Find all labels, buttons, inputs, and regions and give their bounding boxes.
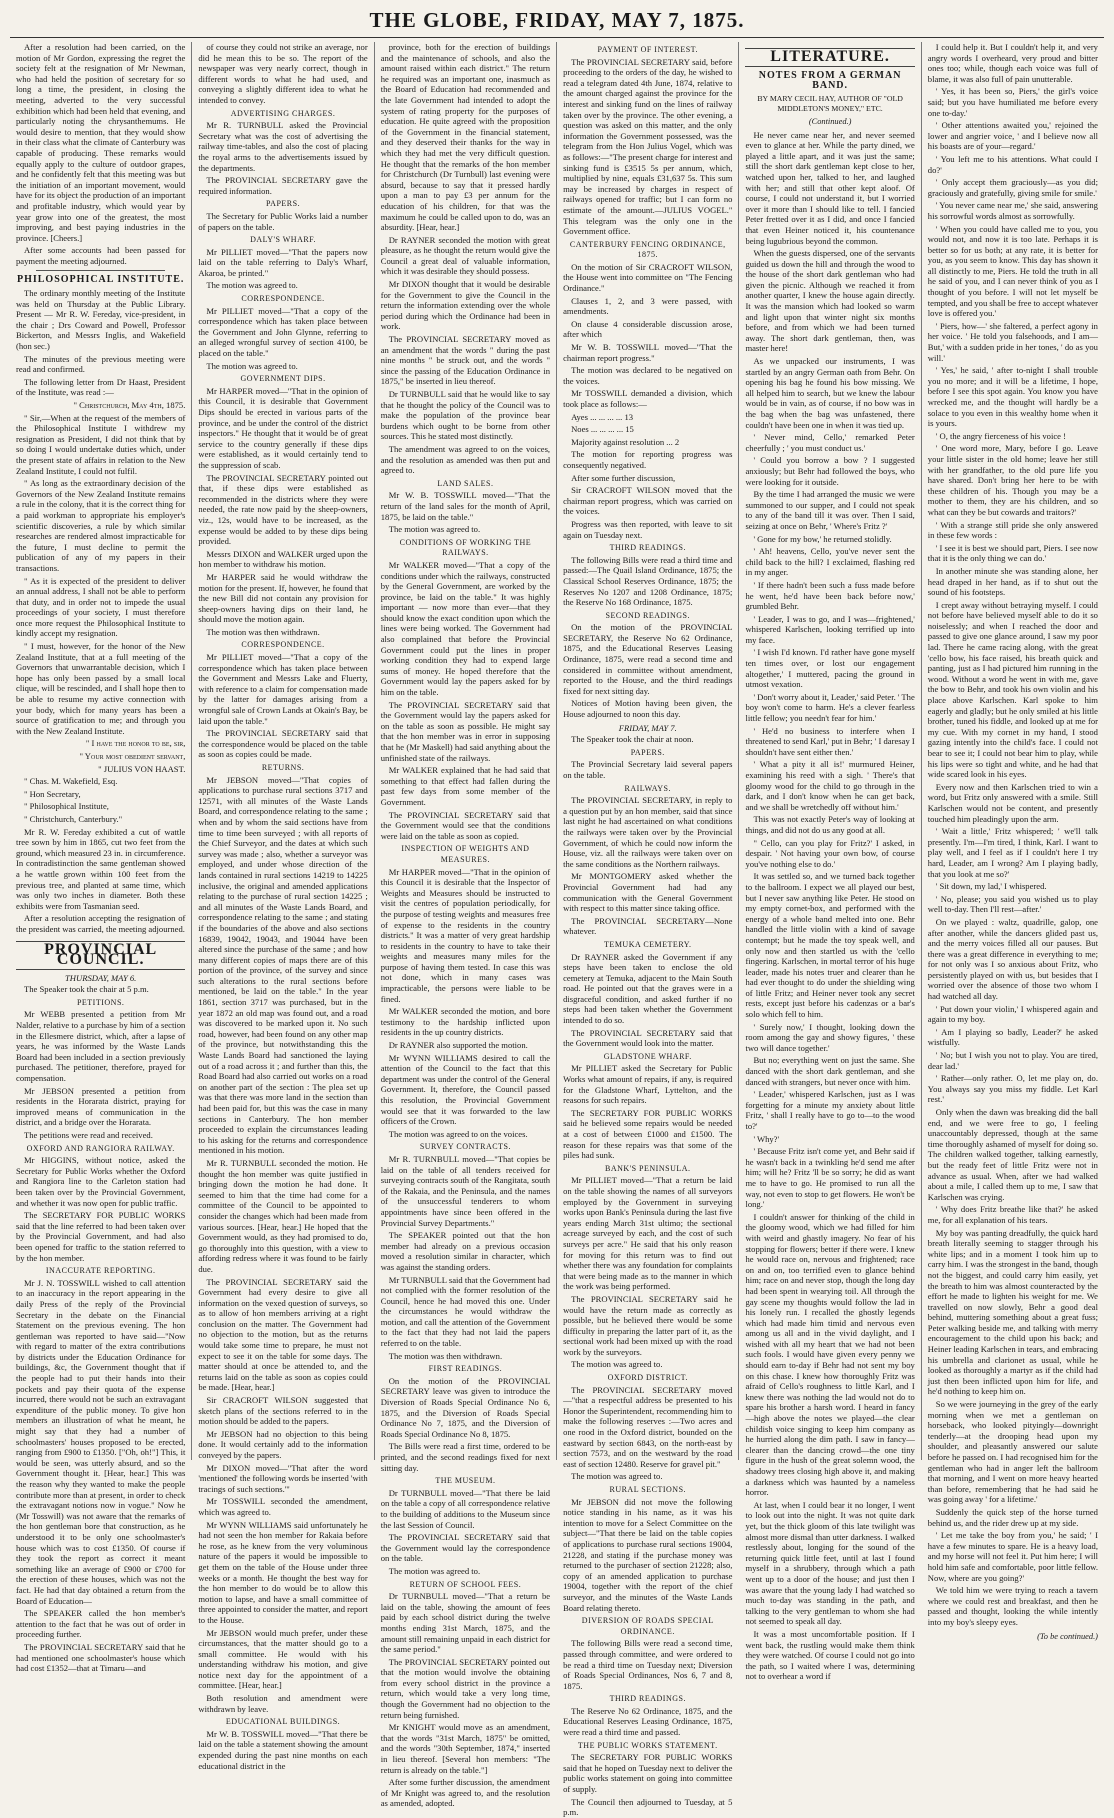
paragraph: After a resolution had been carried, on the motion of Mr Gordon, expressing the regret the society felt at the resignation of Mr Newman, who had held the position of secretary for so long a time, the president, in closing the meeting, adverted to the very successful exhibition which had been held that evening, and particularly noting the chrysanthemums. He would desire to mention, that they would show in their class what the climate of Canterbury was capable of producing. These remarks would equally apply to the culture of outdoor grapes, and he confidently felt that this meeting was but the initiation of an important movement, would have for its object the production of an important and profitable industry, which would year by year grow into one of the greatest, the most improving, and best paying industries in the province. [Cheers.] — [16, 42, 186, 243]
column-2 — [192, 42, 374, 1771]
paragraph: ' No, please; you said you wished us to play well to-day. Then I'll rest—after.' — [927, 893, 1098, 915]
paragraph: ' Let me take the boy from you,' he said; ' I have a few minutes to spare. He is a heavy load, and my horse will not feel it. Put him here; I will hold him safe and comfortable, poor little fellow. Now, where are you going?' — [927, 1530, 1098, 1583]
byline: BY MARY CECIL HAY, AUTHOR OF "OLD MIDDLETON'S MONEY," ETC. — [757, 93, 903, 114]
paragraph: Mr MONTGOMERY asked whether the Provincial Government had had any communication with the General Government with respect to this matter since taking office. — [563, 871, 733, 914]
subheading: EDUCATIONAL BUILDINGS. — [225, 1717, 341, 1727]
paragraph: The Council then adjourned to Tuesday, at 5 p.m. — [563, 1796, 733, 1818]
paragraph: ' Yes, it has been so, Piers,' the girl's voice said; but you have humiliated me before every one to-day.' — [927, 86, 1098, 118]
paragraph: We told him we were trying to reach a tavern where we could rest and breakfast, and then he passed and thought, looking the while intently into my boy's sleepy eyes. — [927, 1585, 1098, 1627]
paragraph: The Speaker took the chair at 5 p.m. — [24, 984, 149, 995]
paragraph: Mr PILLIET moved—"That a copy of the correspondence which has taken place between the Government and Messrs Lake and Fluerty, with reference to a claim for compensation made by the latter for damages arising from a wrongful sale of Crown Lands at Okain's Bay, be laid upon the table." — [198, 652, 368, 726]
column-3 — [375, 42, 557, 1809]
paragraph: ' Surely now,' I thought, looking down the room among the gay and showy figures, ' these two will dance together.' — [745, 1021, 915, 1053]
letter-closing: " Your most obedient servant, — [79, 751, 186, 761]
paragraph: " Philosophical Institute, — [24, 801, 109, 812]
paragraph: Notices of Motion having been given, the House adjourned to noon this day. — [563, 698, 733, 720]
paragraph: The Provincial Secretary laid several papers on the table. — [563, 759, 733, 780]
column-5 — [739, 42, 921, 1682]
paragraph: The PROVINCIAL SECRETARY said that the Government would see that the conditions were laid on the table as soon as copied. — [380, 809, 551, 841]
column-6 — [922, 42, 1104, 1641]
paragraph: Mr WALKER seconded the motion, and bore testimony to the hardship inflicted upon residents in the up country districts. — [380, 1006, 551, 1038]
paragraph: In another minute she was standing alone, her head draped in her hand, as if to shut out the sound of his footsteps. — [927, 565, 1098, 598]
paragraph: ' O, the angry fierceness of his voice ! — [935, 430, 1066, 441]
paragraph: It was a most uncomfortable position. If I went back, the rustling would make them think they were watched. Of course I could not go into the path, so I waited where I was, determining not to overhear a word if — [745, 1628, 915, 1682]
paragraph: ' With a strange still pride she only answered in these few words : — [927, 519, 1098, 541]
paragraph: Both resolution and amendment were withdrawn by leave. — [198, 1693, 368, 1714]
paragraph: ' Never mind, Cello,' remarked Peter cheerfully ; ' you must conduct us.' — [745, 432, 915, 453]
paragraph: Mr HIGGINS, without notice, asked the Secretary for Public Works whether the Oxford and Rangiora line to the Carleton station had been taken over by the Provincial Government, and whether it was now open for public traffic. — [16, 1155, 186, 1208]
paragraph: The SPEAKER pointed out that the hon member had already on a previous occasion moved a resolution similar in character, which was against the standing orders. — [380, 1230, 551, 1272]
paragraph: The SPEAKER called the hon member's attention to the fact that he was out of order in proceeding further. — [16, 1608, 186, 1640]
paragraph: Mr R. TURNBULL moved—"That copies be laid on the table of all tenders received for surveying contracts south of the Rangitata, south of the Rakaia, and the Peninsula, and the names of the unsuccessful tenderers to whom appointments have since been offered in the Provincial Survey Departments." — [380, 1153, 551, 1228]
paragraph: The motion was agreed to. — [206, 360, 298, 371]
paragraph: ' Yes,' he said, ' after to-night I shall trouble you no more; and it will be a lifetime, I hope, before I see this spot again. You know you have wrecked me, and the thought will hardly be a solace to you even in this wealthy home when it is yours. — [927, 365, 1098, 429]
paragraph: The motion was agreed to on the voices. — [388, 1128, 528, 1139]
paragraph: The minutes of the previous meeting were read and confirmed. — [16, 353, 186, 375]
paragraph: The PROVINCIAL SECRETARY moved—"that a respectful address be presented to his Honor the Superintendent, recommending him to make the following reserves :—Two acres and one rood in the Oxford district, bounded on the eastward by section 6843, on the north-east by section 7573, and on the westward by the road east of section 12480. Reserve for gravel pit." — [563, 1384, 733, 1469]
paragraph: Mr WYNN WILLIAMS said unfortunately he had not seen the hon member for Rakaia before he rose, as he knew from the very voluminous nature of the papers it would be impossible to get them on the table of the House under three weeks or a month. He thought the best way for the hon member to do would be to allow this motion to lapse, and have a small committee of three appointed to consider the matter, and report to the House. — [198, 1519, 368, 1625]
paragraph: Sir CRACROFT WILSON suggested that sketch plans of the sections referred to in the motion should be added to the papers. — [198, 1395, 368, 1427]
paragraph: Mr TOSSWILL demanded a division, which took place as follows:— — [563, 388, 733, 409]
paragraph: Mr JEBSON had no objection to this being done. It would certainly add to the information conveyed by the papers. — [198, 1428, 368, 1460]
paragraph: " Sir,—When at the request of the members of the Philosophical Institute I withdrew my resignation as President, I did not think that by so doing I would undertake duties which, under the present state of affairs in relation to the New Zealand Institute, I could not fulfil. — [16, 412, 186, 476]
paragraph: Messrs DIXON and WALKER urged upon the hon member to withdraw his motion. — [198, 548, 368, 570]
division-ayes: Ayes ... ... ... ... 13 — [571, 411, 634, 422]
paragraph: After a resolution accepting the resignation of the president was carried, the meeting adjourned. — [16, 913, 186, 934]
paragraph: The PROVINCIAL SECRETARY said that the Government would lay the correspondence on the table. — [380, 1532, 551, 1564]
paragraph: Mr WALKER explained that he had said that something to that effect had fallen during the past few days from some member of the Government. — [380, 765, 551, 807]
paragraph: ' Why does Fritz breathe like that?' he asked me, for all explanation of his tears. — [927, 1204, 1098, 1225]
paragraph: The PROVINCIAL SECRETARY moved as an amendment that the words " during the past nine months " be struck out, and the words " since the passing of the Education Ordinance in 1875," be inserted in lieu thereof. — [380, 334, 551, 387]
subheading: THE MUSEUM. — [435, 1476, 496, 1486]
paragraph: The SECRETARY FOR PUBLIC WORKS said he believed some repairs would be needed at a cost of between £1000 and £1500. The reason for these repairs was that some of the piles had sunk. — [563, 1107, 733, 1161]
paragraph: Mr R. TURNBULL seconded the motion. He thought the hon member was quite justified in bringing down the motion he had done. It seemed to him that the time had come for a committee of the Council to be appointed to consider the changes which had been made from various sources. [Hear, hear.] He hoped that the Government would, as they had promised to do, go thoroughly into this question, with a view to affording redress where it was found to be fairly due. — [198, 1157, 368, 1274]
subheading: RETURNS. — [261, 763, 305, 772]
paragraph: After some accounts had been passed for payment the meeting adjourned. — [16, 245, 186, 266]
paragraph: ' Put down your violin,' I whispered again and again to my boy. — [927, 1003, 1098, 1025]
continued-note: (Continued.) — [808, 116, 852, 126]
subheading: THIRD READINGS. — [609, 1694, 686, 1704]
paragraph: Mr W. B. TOSSWILL moved—"That the chairman report progress." — [563, 342, 733, 363]
paragraph: Mr W. B. TOSSWILL moved—"That there be laid on the table a statement showing the amount expended during the past nine months on each educational district in the — [198, 1728, 368, 1771]
paragraph: Suddenly the quick step of the horse turned behind us, and the rider drew up at my side. — [927, 1506, 1098, 1528]
paragraph: of course they could not strike an average, nor did he mean this to be so. The report of the newspaper was very nearly correct, though in different words to what he had used, and conveying a slightly different idea to what he intended to convey. — [198, 42, 368, 105]
day-heading: FRIDAY, MAY 7. — [618, 722, 677, 733]
paragraph: The motion was agreed to. — [571, 1471, 663, 1482]
paragraph: The Secretary for Public Works laid a number of papers on the table. — [198, 210, 368, 232]
paragraph: ' Leader,' whispered Karlschen, just as I was forgetting for a minute my anxiety about little Fritz, ' shall I really have to go to—to the wood to?' — [745, 1089, 915, 1131]
paragraph: Dr TURNBULL moved—"That there be laid on the table a copy of all correspondence relative to the building of additions to the Museum since the last Session of Council. — [380, 1487, 551, 1530]
paragraph: ' Rather—only rather. O, let me play on, do. You always say you miss my fiddle. Let Karl rest.' — [927, 1073, 1098, 1105]
subheading: SURVEY CONTRACTS. — [419, 1142, 511, 1152]
subheading: RETURN OF SCHOOL FEES. — [409, 1579, 522, 1589]
subheading: PAYMENT OF INTEREST. — [597, 45, 698, 54]
subheading: CORRESPONDENCE. — [241, 640, 325, 650]
paragraph: Dr RAYNER asked the Government if any steps have been taken to enclose the old cemetery at Temuka, adjacent to the Main South road. He pointed out that the graves were in a disgraceful condition, and asked further if no steps had been taken whether the Government intended to do so. — [563, 951, 733, 1026]
paragraph: ' When you could have called me to you, you would not, and now it is too late. Perhaps it is better so for us both; at any rate, it is better for you, as you seem to know. This day has shown it all distinctly to me, Piers. He told the truth in all he said of you, and I can never think of you as I thought of you before. I will not let myself be tempted, and you shall be free to accept whatever love is offered you.' — [927, 223, 1098, 319]
paragraph: province, both for the erection of buildings and the maintenance of schools, and also the amount raised within each district." The return he required was an important one, inasmuch as the Board of Education had recommended and the late Government had intended to adopt the system of rating property for the purposes of education. He quite agreed with the proposition of the Government in the financial statement, and they deserved their thanks for the way in which they had met the very difficult question. He thought that the remarks of the hon member for Christchurch (Dr Turnbull) last evening were absurd, because to say that it pressed hardly upon a man to pay £3 per annum for the education of his children, for that was the maximum he could be called upon to do, was an absurdity. [Hear, hear.] — [380, 42, 551, 233]
paragraph: The Speaker took the chair at noon. — [571, 734, 694, 745]
paragraph: " Christchurch, Canterbury." — [24, 813, 123, 824]
paragraph: Dr RAYNER also supported the motion. — [388, 1040, 528, 1051]
letter-date: " Christchurch, May 4th, 1875. — [73, 400, 186, 410]
paragraph: ' Piers, how—' she faltered, a perfect agony in her voice. ' He told you falsehoods, and I am— But,' with a sudden pride in her tones, ' do as you will.' — [927, 320, 1098, 363]
paragraph: The motion was then withdrawn. — [388, 1350, 503, 1361]
section-heading-large: PROVINCIAL COUNCIL. — [16, 941, 185, 970]
subheading: THIRD READINGS. — [609, 543, 686, 553]
story-title: NOTES FROM A GERMAN BAND. — [758, 69, 902, 92]
paragraph: The PROVINCIAL SECRETARY—None whatever. — [563, 915, 733, 937]
paragraph: The motion was then withdrawn. — [206, 626, 320, 637]
paragraph: Mr J. N. TOSSWILL wished to call attention to an inaccuracy in the report appearing in the daily Press of the reply of the Provincial Secretary in the debate on the Financial Statement on the previous evening. The hon gentleman was reported to have said—"Now with regard to matter of the extra contributions by districts under the Education Ordinance for buildings, &c, the Government thought that if the people had to put their hands into their pockets and pay their quota of the expense incurred, there would not be such an extravagant expenditure of the public money. To give hon members an illustration of what he meant, he might say that they had a number of schoolmasters' houses proposed to be erected, ranging from £900 to £1350. ["Oh, oh!"] This, it would be seen, was utterly absurd, and so the Government thought it. [Hear, hear.] This was the reason why they wanted to make the people contribute more than at present, in order to check the extravagant notions now in vogue." Now he (Mr Tosswill) was not aware that the remarks of the hon gentleman bore that construction, as he understood it to be only one schoolmaster's house which was to cost £1350. Of course if they took the report as correct it meant something like an average of £900 or £700 for the erection of these houses, which was not the fact. He had that day obtained a return from the Board of Education— — [16, 1277, 186, 1606]
paragraph: So we were journeying in the grey of the early morning when we met a gentleman on horseback, who looked pityingly—downright tenderly—at the drooping head upon my shoulder, and pleasantly answered our salute before he passed on. I had recognised him for the gentleman who had in anger left the ballroom that morning, and I went on more heavy hearted than before, remembering that he had said he was going away ' for a lifetime.' — [927, 1399, 1098, 1505]
columns — [10, 42, 1104, 1818]
paragraph: The PROVINCIAL SECRETARY said he would have the return made as correctly as possible, but he believed there would be some difficulty in preparing the latter part of it, as the sectional work had been mixed up with the road work by the surveyors. — [563, 1293, 733, 1357]
paragraph: The following letter from Dr Haast, President of the Institute, was read :— — [16, 376, 186, 398]
paragraph: On the motion of Sir CRACROFT WILSON, the House went into committee on "The Fencing Ordinance." — [563, 261, 733, 294]
paragraph: Mr PILLIET moved—"That a return be laid on the table showing the names of all surveyors employed by the Government in surveying works upon Bank's Peninsula during the last five years ending March 31st ultimo; the sectional acreage surveyed by each, and the cost of such surveys per acre." He said that his only reason for moving for this return was to find out whether there was any foundation for complaints that were being made as to the manner in which the work was being performed. — [563, 1175, 733, 1292]
paragraph: The SECRETARY FOR PUBLIC WORKS said that the line referred to had been taken over by the Provincial Government, and had also been opened for traffic to the station referred to by the hon member. — [16, 1210, 186, 1263]
paragraph: But no; everything went on just the same. She danced with the short dark gentleman, and she danced with strangers, but never once with him. — [745, 1055, 915, 1087]
subheading: PETITIONS. — [76, 997, 125, 1007]
paragraph: The PROVINCIAL SECRETARY said that the Government would look into the matter. — [563, 1027, 733, 1049]
paragraph: The motion was agreed to. — [388, 1565, 481, 1576]
paragraph: Mr TOSSWILL seconded the amendment, which was agreed to. — [198, 1496, 368, 1517]
paragraph: Every now and then Karlschen tried to win a word, but Fritz only answered with a smile. Still Karlschen would not be content, and presently touched him pleadingly upon the arm. — [927, 781, 1098, 824]
paragraph: ' Because Fritz isn't come yet, and Behr said if he wasn't back in a twinkling he'd send me after him; will he? Fritz 'll be so sorry; he did as want me to have to go. He promised to run all the way, not even to stop to get flowers. He won't be long.' — [745, 1146, 915, 1210]
paragraph: ' I wish I'd known. I'd rather have gone myself ten times over, or lost our engagement altogether,' I muttered, pacing the ground in utmost vexation. — [745, 647, 915, 690]
paragraph: Mr HARPER said he would withdraw the motion for the present. If, however, he found that the new Bill did not contain any provision for sheep-owners having dips on their land, he should move the motion again. — [198, 571, 368, 625]
paragraph: Mr DIXON moved—"That after the word 'mentioned' the following words be inserted 'with tracings of such sections.'" — [198, 1462, 368, 1494]
letter-signature: " JULIUS VON HAAST. — [98, 763, 186, 774]
paragraph: " As long as the extraordinary decision of the Governors of the New Zealand Institute remains a rule in the colony, that it is the correct thing for a paid workman to appropriate his employer's scientific discoveries, a rule by which similar researches are rendered almost impracticable for the future, I must decline to permit the publication of any of my papers in their transactions. — [16, 478, 186, 573]
paragraph: The motion was declared to be negatived on the voices. — [563, 365, 733, 386]
paragraph: ' One word more, Mary, before I go. Leave your little sister in the old home; leave her still with her grandfather, to the old pure life you have shared. Don't bring her here to be with these children of his. Though you may be a mother to them, they are his children, and so what can they be but cowards and traitors?' — [927, 443, 1098, 517]
paragraph: ' He'd no business to interfere when I threatened to send Karl,' put in Behr; ' I daresay I shouldn't have sent either then.' — [745, 725, 915, 757]
letter-closing: " I have the honor to be, sir, — [85, 738, 186, 749]
paragraph: Mr PILLIET asked the Secretary for Public Works what amount of repairs, if any, is required for the Gladstone Wharf, Lyttelton, and the reasons for such repairs. — [563, 1063, 733, 1106]
paragraph: The petitions were read and received. — [24, 1130, 153, 1140]
paragraph: On the motion of the PROVINCIAL SECRETARY leave was given to introduce the Diversion of Roads Special Ordinance No 6, 1875, and the Diversion of Roads Special Ordinance No 7, 1875, and the Diversion of Roads Special Ordinance No 8, 1875. — [380, 1375, 551, 1439]
paragraph: ' If there hadn't been such a fuss made before he went, he'd have been back before now,' grumbled Behr. — [745, 579, 915, 612]
paragraph: Mr WEBB presented a petition from Mr Nalder, relative to a purchase by him of a section in the Ellesmere district, which, after a lapse of years, he was informed by the Waste Lands Board had been included in a section previously purchased. The petitioner, therefore, prayed for compensation. — [16, 1009, 186, 1084]
division-majority: Majority against resolution ... 2 — [571, 436, 680, 447]
subheading: FIRST READINGS. — [428, 1364, 503, 1374]
paragraph: The PROVINCIAL SECRETARY said, before proceeding to the orders of the day, he wished to read a telegram dated 4th June, 1874, relative to the amount charged against the province for the interest and sinking fund on the lines of railway taken over by the province. The other evening, a question was asked on this matter, and the only information the Government possessed, was the telegram from the Hon Julius Vogel, which was as follows:—"The present charge for interest and sinking fund is £3515 5s per annum, which, multiplied by nine, equals £31,637 5s. This sum may be increased by charges in respect of railways opened for traffic; but I can form no estimate of the amount.—JULIUS VOGEL." This telegram was the only one in the Government office. — [563, 56, 733, 237]
paragraph: ' You never came near me,' she said, answering his sorrowful words almost as sorrowfully. — [927, 200, 1098, 221]
paragraph: " Cello, can you play for Fritz?' I asked, in despair. ' Not having your own bow, of course you've nothing else to do.' — [745, 837, 915, 869]
paragraph: Mr R. W. Fereday exhibited a cut of wattle tree sown by him in 1865, cut two feet from the ground, which measured 23 in. in circumference. In contradistinction the same gentleman showed a he wattle grown within 100 feet from the previous tree, and planted at same time, which was only two inches in diameter. Both these exhibits were from Tasmanian seed. — [16, 826, 186, 911]
paragraph: Dr RAYNER seconded the motion with great pleasure, as he thought the return would give the Council a great deal of valuable information, which it was desirable they should possess. — [380, 234, 551, 277]
subheading: INACCURATE REPORTING. — [45, 1266, 156, 1276]
division-noes: Noes ... ... ... ... 15 — [571, 424, 634, 435]
subheading: TEMUKA CEMETERY. — [604, 939, 692, 949]
paragraph: On the motion of the PROVINCIAL SECRETARY, the Reserve No 62 Ordinance, 1875, and the Educational Reserves Leasing Ordinance, 1875, were read a second time and considered in committee without amendment, reported to the House, and the third readings fixed for next sitting day. — [563, 622, 733, 696]
paragraph: The PROVINCIAL SECRETARY said that he had mentioned one schoolmaster's house which had cost £1352—that at Timaru—and — [16, 1641, 186, 1674]
paragraph: The PROVINCIAL SECRETARY pointed out that, if these dips were established as recommended in the districts where they were needed, the rate now paid by the sheep-owners, viz., 12s, would have to be increased, as the expense would be added to by these dips being provided. — [198, 472, 368, 547]
paragraph: The motion was agreed to. — [388, 524, 481, 535]
subheading: LAND SALES. — [437, 478, 494, 488]
paragraph: Mr PILLIET moved—"That the papers now laid on the table referring to Daly's Wharf, Akaroa, be printed." — [198, 246, 368, 278]
paragraph: Mr JEBSON presented a petition from residents in the Horarata district, praying for improved means of communication in the district, and a bridge over the Horarata. — [16, 1085, 186, 1128]
paragraph: As we unpacked our instruments, I was startled by an angry German oath from Behr. On opening his bag he found his bow missing. We all helped him to search, but we knew the labour would be in vain, as of course, if no bow was in the bag when the bag was unfastened, there couldn't have been one in when it was tied up. — [745, 356, 915, 430]
paragraph: ' Why?' — [753, 1133, 780, 1144]
subheading: RAILWAYS. — [624, 783, 672, 793]
paragraph: I crept away without betraying myself. I could not before have believed myself able to do it so noiselessly; and when I reached the door and passed to give one glance around, I saw my poor lad. There he came racing along, with the great 'cello bow, his face raised, his breath quick and panting, just as I had pictured him running in the wood. Without a word he went in with me, gave the bow to Behr, and took his own violin and his place above Karlschen. Karl spoke to him eagerly and gladly; but he only smiled at his little brother, tuned his fiddle, and looked up at me for my cue. With my cornet in my hand, I stood gazing intently into the child's face. I could not bear to see it; I could not bear him to play, while his lips were so tight and white, and he had that wide scared look in his eyes. — [927, 599, 1098, 780]
subheading: GOVERNMENT DIPS. — [240, 374, 326, 384]
subheading: PAPERS. — [265, 199, 301, 209]
paragraph: The PROVINCIAL SECRETARY said that the Government would lay the papers asked for on the table as soon as possible. He might say that the hon member was in error in supposing that he (Mr Maskell) had said anything about the unfinished state of the railways. — [380, 699, 551, 763]
paragraph: It was settled so, and we turned back together to the ballroom. I expect we all played our best, but I never saw anything like Peter. He stood on my empty cornet-box, and performed with the energy of a whole band melted into one. Behr handled the little violin with a kind of savage contempt; but he made the toy speak well, and only now and then startled us with the 'cello fingering. Karlschen, in mortal terror of his huge leader, made his notes truer and clearer than he had ever thought to do under the shielding wing of little Fritz; and Heiner never took any secret rests, except just before his cadenzas or a bar's solo which fell to him. — [745, 871, 915, 1020]
paragraph: The SECRETARY FOR PUBLIC WORKS said that he hoped on Tuesday next to deliver the public works statement on going into committee of supply. — [563, 1752, 733, 1795]
paragraph: ' No; but I wish you not to play. You are tired, dear lad.' — [927, 1050, 1098, 1071]
paragraph: Mr HARPER moved—"That in the opinion of this Council, it is desirable that Government Dips should be erected in various parts of the province, and be under the control of the district inspectors." He thought that it would be of great service to the country generally if these dips were established, as it would certainly tend to the suppression of scab. — [198, 385, 368, 470]
paragraph: The motion for reporting progress was consequently negatived. — [563, 449, 733, 470]
divider — [36, 270, 165, 271]
paragraph: Sir CRACROFT WILSON moved that the chairman report progress, which was carried on the voices. — [563, 485, 733, 517]
paragraph: The Bills were read a first time, ordered to be printed, and the second readings fixed for next sitting day. — [380, 1441, 551, 1473]
paragraph: Mr R. TURNBULL asked the Provincial Secretary what was the cost of advertising the railway time-tables, and also the cost of placing the royal arms to the advertisements issued by the departments. — [198, 120, 368, 173]
paragraph: After some further discussion, — [571, 472, 676, 483]
day-heading: THURSDAY, MAY 6. — [65, 972, 137, 983]
paragraph: ' Could you borrow a bow ? I suggested anxiously; but Behr had followed the boys, who were looking for it outside. — [745, 455, 915, 487]
paragraph: The amendment was agreed to on the voices, and the resolution as amended was then put and agreed to. — [380, 443, 551, 476]
subheading: DALY'S WHARF. — [250, 235, 316, 245]
paragraph: Only when the dawn was breaking did the ball end, and we were free to go, I feeling unaccountably depressed, though at the same time thoroughly ashamed of myself for doing so. The children walked together, talking earnestly, but the ready feet of little Fritz were not in advance as usual. When, after we had walked about a mile, I called them up to me, I saw that Karlschen was crying. — [927, 1107, 1098, 1202]
paragraph: Dr TURNBULL moved—"That a return be laid on the table, showing the amount of fees paid by each school district during the twelve months ending 31st March, 1875, and the amount still remaining unpaid in each district for the same period." — [380, 1591, 551, 1655]
paragraph: ' Only accept them graciously—as you did; graciously and gratefully, giving smile for smile.' — [927, 177, 1098, 198]
subheading: THE PUBLIC WORKS STATEMENT. — [577, 1740, 718, 1750]
paragraph: Mr PILLIET moved—"That a copy of the correspondence which has taken place between the Government and John Glynne, referring to an alleged wrongful survey of section 4100, be placed on the table." — [198, 305, 368, 359]
subheading: CONDITIONS OF WORKING THE RAILWAYS. — [399, 537, 532, 558]
paragraph: ' I see it is best we should part, Piers. I see now that it is the only thing we can do.' — [927, 542, 1098, 564]
paragraph: The Reserve No 62 Ordinance, 1875, and the Educational Reserves Leasing Ordinance, 1875, were read a third time and passed. — [563, 1705, 733, 1738]
paragraph: The PROVINCIAL SECRETARY said that the correspondence would be placed on the table as soon as copies could be made. — [198, 728, 368, 760]
paragraph: The motion was agreed to. — [571, 1359, 663, 1370]
subheading: CANTERBURY FENCING ORDINANCE, 1875. — [569, 239, 726, 260]
subheading: CORRESPONDENCE. — [241, 294, 325, 304]
paragraph: ' Other attentions awaited you,' rejoined the lower and angrier voice, ' and I believe now all his boasts are of your—regard.' — [927, 120, 1098, 152]
paragraph: Mr JEBSON did not move the following notice standing in his name, as it was his intention to move for a Select Committee on the subject—"That there be laid on the table copies of applications to purchase rural sections 19004, 21228, and stating if the purchase money was returned to the purchaser of section 21228; also, copy of an amended application to purchase 19004, together with the report of the chief surveyor, and the minutes of the Waste Lands Board relating thereto. — [563, 1496, 733, 1613]
paragraph: The PROVINCIAL SECRETARY gave the required information. — [198, 175, 368, 196]
paragraph: I could help it. But I couldn't help it, and very angry words I overheard, very proud and bitter ones too; while, though each voice was full of blame, it was also full of pain unutterable. — [927, 42, 1098, 84]
paragraph: This was not exactly Peter's way of looking at things, and did not do us any good at all. — [745, 814, 915, 835]
paragraph: The motion was agreed to. — [206, 280, 298, 291]
paragraph: Mr HARPER moved—"That in the opinion of this Council it is desirable that the Inspector of Weights and Measures should be instructed to visit the centres of population periodically, for the purpose of testing weights and measures free of expense to the residents in the country districts." It was a matter of very great hardship to residents in the country to have to take their weights and measures many miles for the purpose of having them tested. In case this was not done, which in many cases was impracticable, the persons were liable to be fined. — [380, 866, 551, 1004]
to-be-continued: (To be continued.) — [1037, 1631, 1098, 1641]
paragraph: Dr TURNBULL said that he would like to say that he thought the policy of the Council was to make the population of the province bear burdens which ought to be borne from other sources. This he stated most distinctly. — [380, 389, 551, 442]
paragraph: ' Leader, I was to go, and I was—frightened,' whispered Karlschen, looking terrified up into my face. — [745, 613, 915, 645]
paragraph: ' Am I playing so badly, Leader?' he asked wistfully. — [927, 1026, 1098, 1048]
subheading: OXFORD DISTRICT. — [607, 1373, 688, 1383]
paragraph: ' Don't worry about it, Leader,' said Peter. ' The boy won't come to harm. He's a clever fearless little fellow; you needn't fear for him.' — [745, 691, 915, 724]
column-4 — [557, 42, 739, 1818]
paragraph: The PROVINCIAL SECRETARY said the Government had every desire to give all information on the vexed question of surveys, so as to allow of hon members arriving at a right conclusion on the matter. The Government had no objection to the motion, but as the returns would take some time to prepare, he must not expect to see it on the table for some days. The matter should at once be attended to, and the returns laid on the table as soon as copies could be made. [Hear, hear.] — [198, 1276, 368, 1393]
paragraph: " I must, however, for the honor of the New Zealand Institute, that at a full meeting of the Governors that unwarrantable decision, which I hope has only been passed by a small local clique, will be rescinded, and I shall hope then to be able to resume my active connection with your body, which for many years has been a source of gratification to me; and through you with the New Zealand Institute. — [16, 641, 186, 736]
paragraph: Mr WALKER moved—"That a copy of the conditions under which the railways, constructed by the General Government, are worked by the province, be laid on the table." It was highly important — now more than ever—that they should know the exact condition upon which the lines were being worked. The Government had also complained that before the Provincial Government could put the lines in proper working condition they had to expend large sums of money. He hoped therefore that the Government would lay the papers asked for by him on the table. — [380, 559, 551, 698]
paragraph: By the time I had arranged the music we were summoned to our supper, and I could not speak to any of the band till it was over. Then I said, seizing at once on Behr, ' Where's Fritz ?' — [745, 489, 915, 531]
paragraph: ' Wait a little,' Fritz whispered; ' we'll talk presently. I'm—I'm tired, I think, Karl. I want to play well, and I feel as if I couldn't here I try hard, Leader, am I wrong? Am I playing badly, that you look at me so?' — [927, 826, 1098, 879]
paragraph: " As it is expected of the president to deliver an annual address, I shall not be able to perform that duty, and in order not to impede the usual proceedings of your society, I must therefore once more request the Philosophical Institute to kindly accept my resignation. — [16, 575, 186, 639]
paragraph: ' Ah! heavens, Cello, you've never sent the child back to the hill? I exclaimed, flashing red in my anger. — [745, 546, 915, 578]
subheading: GLADSTONE WHARF. — [603, 1051, 692, 1061]
subheading: PAPERS. — [630, 747, 665, 757]
paragraph: " Hon Secretary, — [24, 788, 81, 799]
paragraph: ' What a pity it all is!' murmured Heiner, examining his reed with a sigh. ' There's that gloomy wood for the child to go through in the dark, and I don't know when he can get back, and we shall be wretchedly off without him.' — [745, 759, 915, 812]
paragraph: ' Sit down, my lad,' I whispered. — [935, 881, 1047, 892]
subheading: RURAL SECTIONS. — [609, 1485, 687, 1494]
masthead: THE GLOBE, FRIDAY, MAY 7, 1875. — [10, 8, 1104, 38]
paragraph: At last, when I could bear it no longer, I went to look out into the night. It was not quite dark yet, but the thick gloom of this late twilight was almost more dismal than utter darkness. I walked restlessly about, longing for the sound of the returning quick little feet, until at last I found myself in a shrubbery, through which a path went up to a door of the house; and just then I was aware that the young lady I had watched so much to-day was standing in the path, and talking to the very gentleman to whom she had not seemed to speak all day. — [745, 1499, 915, 1627]
paragraph: " Chas. M. Wakefield, Esq. — [24, 776, 118, 787]
subheading: INSPECTION OF WEIGHTS AND MEASURES. — [401, 844, 530, 864]
paragraph: Mr JEBSON moved—"That copies of applications to purchase rural sections 3717 and 12571, with all minutes of the Waste Lands Board, and correspondence relating to the same ; when and by whom the said sections have from time to time been surveyed ; with all reports of the Chief Surveyor, and the dates at which such survey was made ; also, whether a surveyor was employed, and under whose direction of the lands contained in rural sections 14219 to 14225 inclusive, the original and amended applications relating to the purchase of rural section 14225 ; and all minutes of the Waste Lands Board, and correspondence relating to the same ; and stating if the boundaries of the above and also sections 16839, 19042, 19043, and 19044 have been altered since the purchase of the same ; and how many different copies of maps there are of this portion of the province, of the survey and since such alterations to the rural sections before mentioned, be laid on the table." In the year 1861, section 3717 was purchased, but in the year 1872 an old map was found out, and a road was discovered to be marked upon it. No such road, however, had been found on any other map of the province, but notwithstanding this the Waste Lands Board had sanctioned the laying out of a road across it ; and further than this, the Road Board had also carried out works on a road on another part of the section : The plea set up was that there was more land in the section than had been paid for, but this was the case in many sections in Canterbury. The hon member proceeded to explain the circumstances leading to his asking for the returns and correspondence mentioned in his motion. — [198, 774, 368, 1156]
paragraph: When the guests dispersed, one of the servants guided us down the hill and through the wood to the house of the short dark gentleman who had given the picnic. Although we reached it from another quarter, I knew the house again directly. It was the mansion which had looked so warm and light upon that winter night six months before, and from which we had been turned away. The short dark gentleman, then, was master here! — [745, 248, 915, 354]
paragraph: After some further discussion, the amendment of Mr Knight was agreed to, and the resolution as amended, adopted. — [380, 1777, 551, 1809]
paragraph: Mr TURNBULL said that the Government had not complied with the former resolution of the Council, hence he had moved this one. Under the circumstances he would withdraw the motion, and call the attention of the Government to the fact that they had not laid the papers referred to on the table. — [380, 1274, 551, 1349]
paragraph: The PROVINCIAL SECRETARY pointed out that the motion would involve the obtaining from every school district in the province a return, which would take a very long time, though the Government had no objection to the return being furnished. — [380, 1656, 551, 1720]
section-heading: PHILOSOPHICAL INSTITUTE. — [16, 274, 185, 286]
paragraph: The ordinary monthly meeting of the Institute was held on Thursday at the Public Library. Present — Mr R. W. Fereday, vice-president, in the chair ; Drs Coward and Powell, Professor Bickerton, and Messrs Inglis, and Wakefield (hon sec.) — [16, 288, 186, 352]
paragraph: Progress was then reported, with leave to sit again on Tuesday next. — [563, 518, 733, 540]
subheading: OXFORD AND RANGIORA RAILWAY. — [26, 1143, 175, 1153]
section-heading-large: LITERATURE. — [745, 48, 914, 67]
paragraph: Mr JEBSON would much prefer, under these circumstances, that the matter should go to a small committee. He would with his understanding withdraw his motion, and give notice next day for the appointment of a committee. [Hear, hear.] — [198, 1627, 368, 1691]
paragraph: ' You left me to his attentions. What could I do?' — [927, 153, 1098, 175]
subheading: BANK'S PENINSULA. — [605, 1163, 691, 1173]
paragraph: Clauses 1, 2, and 3 were passed, with amendments. — [563, 295, 733, 317]
paragraph: The following Bills were read a third time and passed:—The Quail Island Ordinance, 1875; the Classical School Reserves Ordinance, 1875; the Reserves No 1207 and 1208 Ordinance, 1875; the Reserve No 168 Ordinance, 1875. — [563, 554, 733, 608]
paragraph: The following Bills were read a second time, passed through committee, and were ordered to be read a third time on Tuesday next; Diversion of Roads Special Ordinances, Nos 6, 7 and 8, 1875. — [563, 1638, 733, 1691]
paragraph: The PROVINCIAL SECRETARY, in reply to a question put by an hon member, said that since last night he had ascertained on what conditions the railways were taken over by the Provincial Government, of which he could now inform the House, viz. all the railways were taken over on the same conditions as the Northern railways. — [563, 795, 733, 869]
column-1 — [10, 42, 192, 1674]
paragraph: Mr WYNN WILLIAMS desired to call the attention of the Council to the fact that this department was under the control of the General Government. It, therefore, the Council passed this resolution, the Provincial Government would see that it was forwarded to the law officers of the Crown. — [380, 1052, 551, 1127]
subheading: DIVERSION OF ROADS SPECIAL ORDINANCE. — [581, 1616, 714, 1636]
paragraph: On clause 4 considerable discussion arose, after which — [563, 318, 733, 340]
subheading: ADVERTISING CHARGES. — [230, 108, 336, 118]
paragraph: Mr KNIGHT would move as an amendment, that the words "31st March, 1875" be omitted, and the words "30th September, 1874," inserted in lieu thereof. [Several hon members: "The return is already on the table."] — [380, 1722, 551, 1775]
paragraph: He never came near her, and never seemed even to glance at her. While the party dined, we played a little apart, and it was just the same; still the short dark gentleman kept close to her, watched upon her, talked to her, and laughed with her; and still that other kept aloof. Of course, I could not understand it, but I worried over it more than I should like to tell. I fancied Peter fretted over it as I did, and once I fancied that even Heiner noticed it, his countenance being lugubrious beyond the common. — [745, 129, 915, 246]
paragraph: On we played : waltz, quadrille, galop, one after another, while the dancers glided past us, and the merry voices filled all our pauses. But there was a great difference in everything to me; for not only was I so anxious about Fritz, who persistently played on with us, but besides that I worried over the absence of those two whom I had watched all day. — [927, 916, 1098, 1002]
paragraph: Mr W. B. TOSSWILL moved—"That the return of the land sales for the month of April, 1875, be laid on the table." — [380, 490, 551, 522]
paragraph: I couldn't answer for thinking of the child in the gloomy wood, which we had filled for him with weird and ghastly imagery. No fear of his stopping for flowers; better if there were. I knew he would race on, nervous and frightened; race on and on, too terrified even to glance behind him; race on and never stop, though the long day had been spent in wearying toil. All through the gay scene my thoughts would follow the lad in his lonely run. I recalled the ghostly legends which had made him timid and nervous even among us all and in the vivid daylight, and I wished with all my heart that we had not been such fools. I would have given every penny we should earn to-day if Behr had not sent my boy on this chase. I knew how thoroughly Fritz was afraid of Cello's roughness to little Karl, and I knew there was nothing the lad would not do to spare his brother a harsh word. I heard in fancy—high above the notes we played—the clear childish voice singing to keep him company as he hurried along the dim path. I saw in fancy—clearer than the dancing crowd—the one tiny figure in the hush of the great solemn wood, the shadowy trees closing high above it, and making a darkness which was haunted by a nameless horror. — [745, 1211, 915, 1498]
subheading: SECOND READINGS. — [605, 610, 690, 620]
paragraph: My boy was panting dreadfully, the quick hard breath literally seeming to stagger through his white lips; and in a moment I took him up to carry him. I was the strongest in the band, though not the biggest, and could carry him easily, yet the breath to him was almost counteracted by the effort he made to lighten his weight for me. We travelled on now slowly, Behr a good deal behind, muttering something about a great fuss; Peter walking beside me, and talking with merry encouragement to the child upon his back; and Heiner leading Karlschen in tears, and embracing his umbrella and clarionet as usual, while he looked as thoroughly a martyr as if the child had just then been inflicted upon him for life, and he'd nothing to keep him on. — [927, 1227, 1098, 1397]
paragraph: ' Gone for my bow,' he returned stolidly. — [753, 533, 892, 544]
paragraph: Mr DIXON thought that it would be desirable for the Government to give the Council in the return the information extending over the whole period during which the Ordinance had been in work. — [380, 279, 551, 332]
